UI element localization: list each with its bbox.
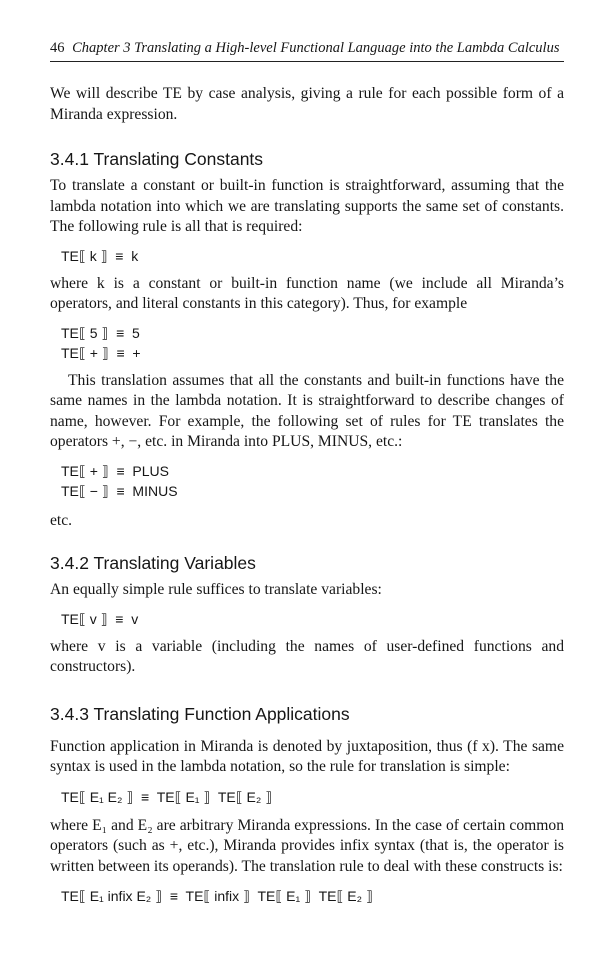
section-heading-constants: 3.4.1 Translating Constants [50, 149, 264, 169]
rule-infix: TE⟦ E₁ infix E₂ ⟧ ≡ TE⟦ infix ⟧ TE⟦ E₁ ⟧ TE⟦ E₂ ⟧ [61, 888, 373, 904]
applications-paragraph-1: Function application in Miranda is denoted by juxtaposition, thus (f x). The same syntax is used in the lambda notation, so the rule for translation is simple: [50, 737, 564, 775]
rule-minus-rename: TE⟦ − ⟧ ≡ MINUS [61, 482, 178, 499]
rule-constant: TE⟦ k ⟧ ≡ k [61, 247, 139, 264]
rule-application: TE⟦ E₁ E₂ ⟧ ≡ TE⟦ E₁ ⟧ TE⟦ E₂ ⟧ [61, 788, 273, 805]
variables-paragraph-2: where v is a variable (including the names of user-defined functions and constructors). [50, 637, 564, 675]
rule-plus-rename: TE⟦ + ⟧ ≡ PLUS [61, 462, 170, 479]
etc-text: etc. [50, 511, 73, 529]
variables-paragraph-1: An equally simple rule suffices to translate variables: [50, 581, 382, 598]
page-number: 46 [50, 40, 65, 56]
rule-variable: TE⟦ v ⟧ ≡ v [61, 610, 139, 627]
intro-paragraph: We will describe TE by case analysis, giving a rule for each possible form of a Miranda expression. [50, 85, 564, 123]
rule-example-plus: TE⟦ + ⟧ ≡ + [61, 344, 141, 361]
constants-paragraph-1: To translate a constant or built-in function is straightforward, assuming that the lambda notation into which we are translating supports the same set of constants. The following rule is all that is required: [50, 177, 564, 235]
chapter-title: Chapter 3 Translating a High-level Functional Language into the Lambda Calculus [72, 40, 560, 56]
constants-paragraph-2: where k is a constant or built-in function name (we include all Miranda’s operators, and literal constants in this category). Thus, for example [50, 274, 564, 312]
running-header [50, 40, 564, 62]
section-heading-applications: 3.4.3 Translating Function Applications [50, 703, 350, 724]
constants-paragraph-3: This translation assumes that all the constants and built-in functions have the same names in the lambda notation. It is straightforward to describe changes of name, however. For example, the following set of rules for TE translates the operators +, −, etc. in Miranda into PLUS, MINUS, etc.: [50, 371, 564, 450]
applications-paragraph-2: where E₁ and E₂ are arbitrary Miranda expressions. In the case of certain common operators (such as +, etc.), Miranda provides infix syntax (that is, the operator is written between its operands). The translation rule to deal with these constructs is: [50, 816, 564, 875]
rule-example-five: TE⟦ 5 ⟧ ≡ 5 [61, 324, 140, 341]
section-heading-variables: 3.4.2 Translating Variables [50, 553, 256, 573]
